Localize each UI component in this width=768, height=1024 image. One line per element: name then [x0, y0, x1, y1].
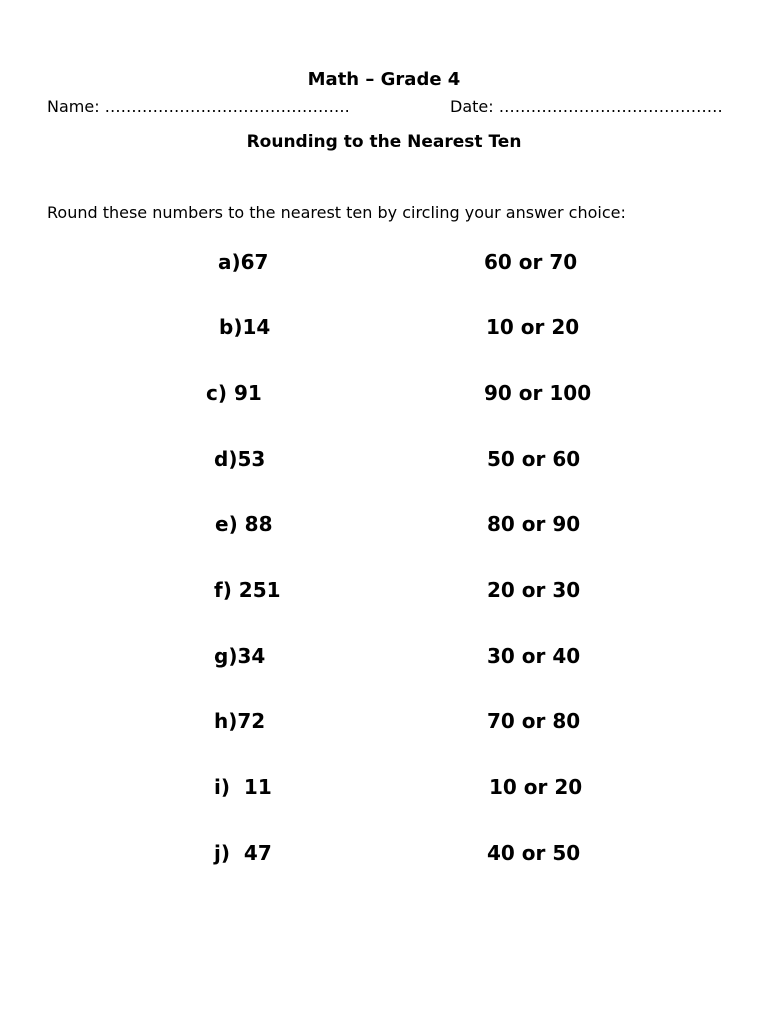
question-f-label: f) 251	[214, 578, 281, 602]
question-j-label: j) 47	[214, 841, 272, 865]
question-d-label: d)53	[214, 447, 266, 471]
question-c-choices: 90 or 100	[484, 381, 592, 405]
question-d-choices: 50 or 60	[487, 447, 581, 471]
name-field: Name: ……………………………………….	[47, 97, 350, 116]
worksheet-subtitle: Rounding to the Nearest Ten	[246, 132, 522, 152]
worksheet-title: Math – Grade 4	[307, 69, 461, 90]
date-field: Date: ……………………………………	[450, 97, 723, 116]
question-g-choices: 30 or 40	[487, 644, 581, 668]
question-j-choices: 40 or 50	[487, 841, 581, 865]
question-c-label: c) 91	[206, 381, 262, 405]
question-i-choices: 10 or 20	[489, 775, 583, 799]
question-e-label: e) 88	[215, 512, 273, 536]
question-b-label: b)14	[219, 315, 271, 339]
question-b-choices: 10 or 20	[486, 315, 580, 339]
question-h-choices: 70 or 80	[487, 709, 581, 733]
question-a-label: a)67	[218, 250, 269, 274]
question-g-label: g)34	[214, 644, 266, 668]
question-f-choices: 20 or 30	[487, 578, 581, 602]
instructions-text: Round these numbers to the nearest ten by circling your answer choice:	[47, 203, 626, 222]
question-h-label: h)72	[214, 709, 266, 733]
question-i-label: i) 11	[214, 775, 272, 799]
question-a-choices: 60 or 70	[484, 250, 578, 274]
question-e-choices: 80 or 90	[487, 512, 581, 536]
